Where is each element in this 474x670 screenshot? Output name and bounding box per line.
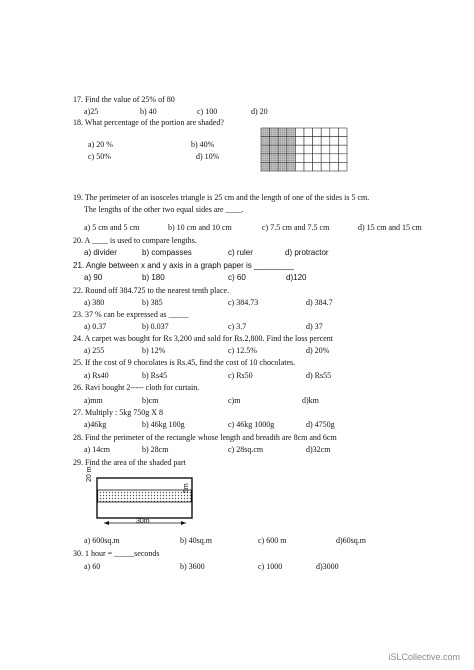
q27-option-c: c) 46kg 1000g [228,420,275,429]
unshaded-cell [321,128,330,137]
question-17: 17. Find the value of 25% of 80 [73,95,175,104]
unshaded-cell [338,145,347,154]
q20-option-b: b) compasses [142,248,192,257]
q21-option-c: c) 60 [228,273,246,282]
question-24: 24. A carpet was bought for Rs 3,200 and sold for Rs.2,800. Find the loss percent [73,334,333,343]
unshaded-cell [295,162,304,171]
q18-option-b: b) 40% [191,140,215,149]
q24-option-a: a) 255 [84,346,105,355]
unshaded-cell [330,128,339,137]
question-20: 20. A ____ is used to compare lengths. [73,236,197,245]
shaded-strip [98,490,192,502]
q29-strip-label: 5m [183,483,190,493]
q21-option-b: b) 180 [142,273,165,282]
shaded-grid-figure [261,128,349,173]
q20-option-d: d) protractor [285,248,329,257]
q18-option-d: d) 10% [196,152,220,161]
unshaded-cell [313,162,322,171]
q22-option-b: b) 385 [142,298,163,307]
unshaded-cell [295,137,304,146]
q19-option-d: d) 15 cm and 15 cm [358,223,422,232]
unshaded-cell [304,128,313,137]
unshaded-cell [330,145,339,154]
unshaded-cell [321,137,330,146]
q24-option-b: b) 12% [142,346,166,355]
q26-option-d: d)km [302,396,319,405]
q27-option-a: a)46kg [84,420,107,429]
q28-option-d: d)32cm [306,445,331,454]
q29-height-label: 20 m [86,466,93,482]
question-19-line2: The lengths of the other two equal sides are ____. [84,205,244,214]
q20-option-c: c) ruler [228,248,253,257]
question-23: 23. 37 % can be expressed as _____ [73,310,189,319]
q23-option-c: c) 3.7 [228,322,247,331]
unshaded-cell [295,128,304,137]
unshaded-cell [330,137,339,146]
question-29: 29. Find the area of the shaded part [73,458,186,467]
q27-option-d: d) 4750g [306,420,335,429]
q20-option-a: a) divider [84,248,117,257]
unshaded-cell [304,137,313,146]
q26-option-b: b)cm [142,396,159,405]
unshaded-cell [338,154,347,163]
unshaded-cell [321,154,330,163]
unshaded-cell [338,137,347,146]
footer-watermark: iSLCollective.com [388,652,460,662]
q19-option-b: b) 10 cm and 10 cm [168,223,232,232]
question-18: 18. What percentage of the portion are shaded? [73,118,224,127]
question-27: 27. Multiply : 5kg 750g X 8 [73,408,164,417]
q22-option-c: c) 384.73 [228,298,259,307]
q21-option-a: a) 90 [84,273,103,282]
unshaded-cell [295,154,304,163]
unshaded-cell [321,162,330,171]
q22-option-d: d) 384.7 [306,298,333,307]
q27-option-b: b) 46kg 100g [142,420,185,429]
q17-option-a: a)25 [84,107,99,116]
q29-option-c: c) 600 m [258,536,287,545]
q18-option-c: c) 50% [88,152,111,161]
question-22: 22. Round off 384.725 to the nearest tenth place. [73,286,230,295]
unshaded-cell [304,162,313,171]
unshaded-cell [313,137,322,146]
question-26: 26. Ravi bought 2----- cloth for curtain. [73,383,200,392]
q30-option-b: b) 3600 [180,562,205,571]
q30-option-d: d)3000 [316,562,339,571]
unshaded-cell [321,145,330,154]
q26-option-a: a)mm [84,396,103,405]
q22-option-a: a) 380 [84,298,105,307]
q29-width-label: 30m [136,518,150,525]
unshaded-cell [338,128,347,137]
q29-option-b: b) 40sq.m [180,536,212,545]
unshaded-cell [330,154,339,163]
unshaded-cell [313,154,322,163]
question-25: 25. If the cost of 9 chocolates is Rs.45, find the cost of 10 chocolates. [73,358,296,367]
q17-option-b: b) 40 [140,107,157,116]
unshaded-cell [313,145,322,154]
q19-option-c: c) 7.5 cm and 7.5 cm [262,223,330,232]
q25-option-a: a) Rs40 [84,371,109,380]
unshaded-cell [330,162,339,171]
q17-option-d: d) 20 [251,107,268,116]
q17-option-c: c) 100 [197,107,218,116]
question-30: 30. 1 hour = _____seconds [73,549,160,558]
q19-option-a: a) 5 cm and 5 cm [84,223,140,232]
unshaded-cell [338,162,347,171]
q28-option-a: a) 14cm [84,445,110,454]
q25-option-b: b) Rs45 [142,371,168,380]
q23-option-b: b) 0.037 [142,322,169,331]
q28-option-c: c) 28sq.cm [228,445,264,454]
q30-option-c: c) 1000 [258,562,283,571]
q21-option-d: d)120 [286,273,307,282]
unshaded-cell [295,145,304,154]
q25-option-c: c) Rs50 [228,371,253,380]
q29-option-d: d)60sq.m [336,536,366,545]
q24-option-d: d) 20% [306,346,330,355]
q25-option-d: d) Rs55 [306,371,332,380]
question-21: 21. Angle between x and y axis in a graph paper is _________ [73,261,295,270]
question-19-line1: 19. The perimeter of an isosceles triangle is 25 cm and the length of one of the sides is 5 cm. [73,193,370,202]
q26-option-c: c)m [228,396,241,405]
q23-option-d: d) 37 [306,322,323,331]
q23-option-a: a) 0.37 [84,322,107,331]
question-28: 28. Find the perimeter of the rectangle whose length and breadth are 8cm and 6cm [73,433,337,442]
q28-option-b: b) 28cm [142,445,169,454]
q18-option-a: a) 20 % [88,140,113,149]
unshaded-cell [304,145,313,154]
unshaded-cell [313,128,322,137]
q24-option-c: c) 12.5% [228,346,257,355]
unshaded-cell [304,154,313,163]
q30-option-a: a) 60 [84,562,101,571]
q29-option-a: a) 600sq.m [84,536,120,545]
